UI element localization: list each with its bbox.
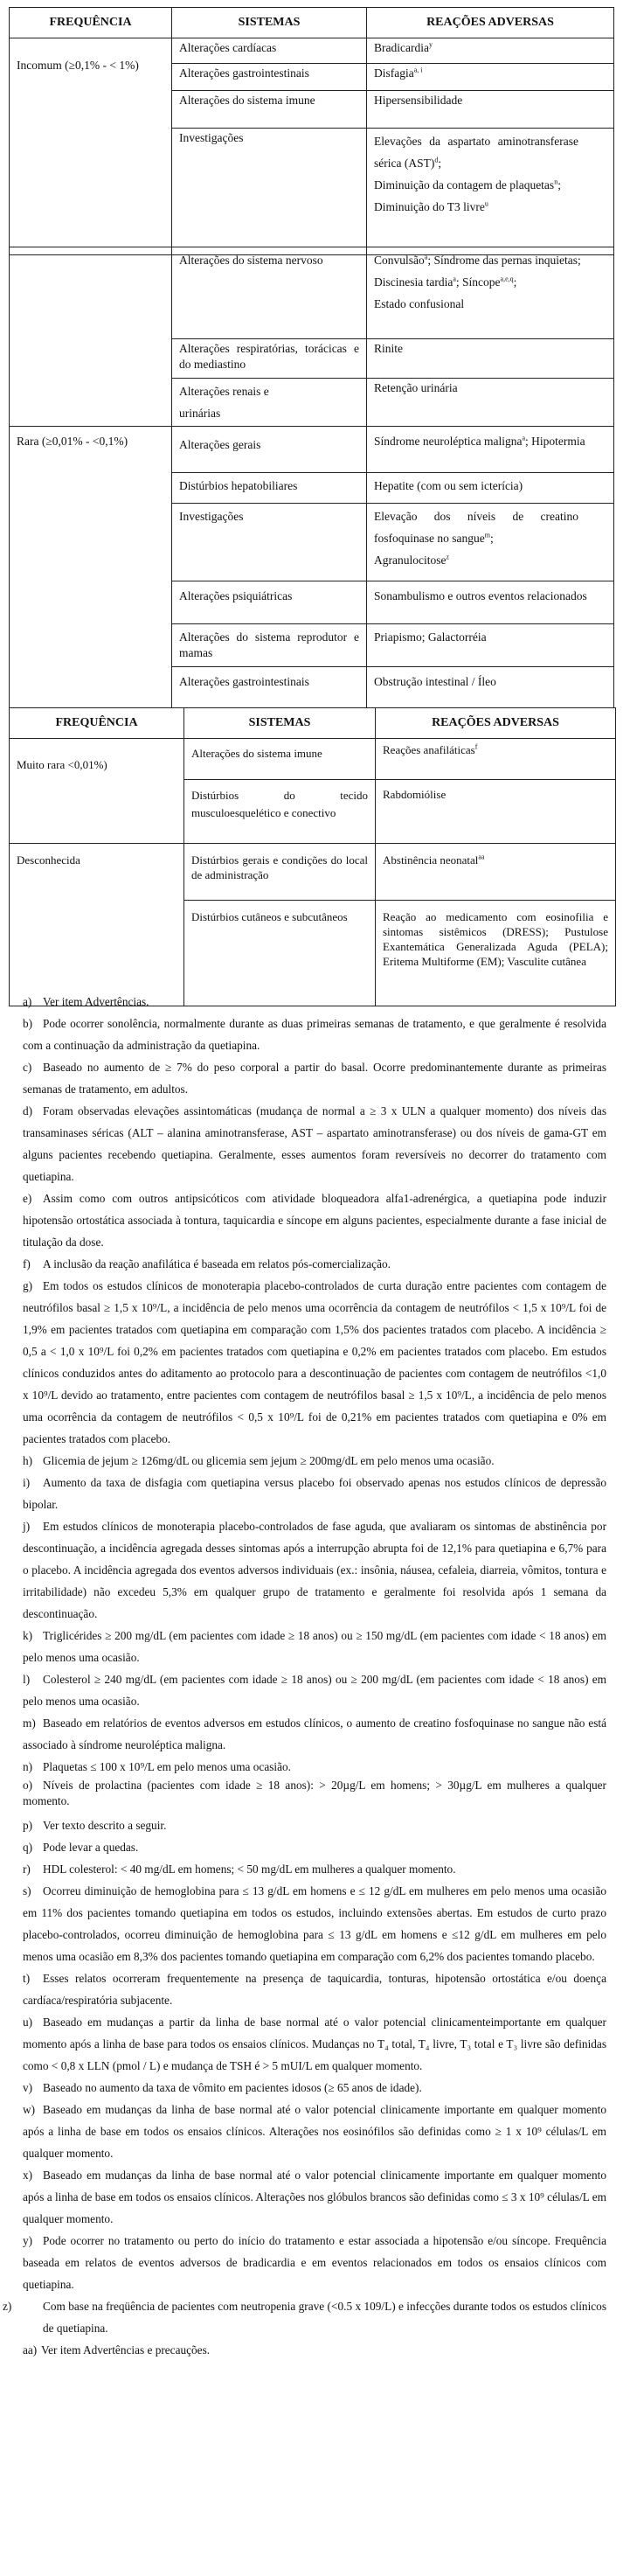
system-label: Alterações cardíacas <box>179 41 277 54</box>
footnote-text: Pode ocorrer no tratamento ou perto do início do tratamento e estar associada a hipotensão e/ou síncope. Frequência baseada em relatos de eventos adversos de bradicardia e em eventos relacionados em todos os ensaios clínicos com quetiapina. <box>23 2234 606 2291</box>
footnote-text: Pode levar a quedas. <box>43 1841 139 1854</box>
footnote-text: Baseado no aumento da taxa de vômito em pacientes idosos (≥ 65 anos de idade). <box>43 2081 422 2094</box>
footnote-text: Ver texto descrito a seguir. <box>43 1819 167 1832</box>
reaction-cell <box>367 379 614 427</box>
frequency-label: Rara (≥0,01% - <0,1%) <box>17 435 128 448</box>
system-cell <box>172 581 367 624</box>
system-label: Alterações gerais <box>179 438 261 451</box>
reaction-cell <box>367 247 614 339</box>
footnote-text: Ocorreu diminuição de hemoglobina para ≤ 13 g/dL em homens e ≤ 12 g/dL em mulheres em pelo menos uma ocasião em 11% dos pacientes tomando quetiapina em todos os estudos, incluindo extensões abertas. Em estudos de curto prazo placebo-controlados, ocorreu diminuição de hemoglobina para ≤ 13 g/dL em homens e ≤12 g/dL em mulheres em pelo menos uma ocasião em 8,3% dos pacientes tomando quetiapina em comparação com 6,2% dos pacientes tomando placebo. <box>23 1884 606 1963</box>
footnote-item <box>23 2339 606 2361</box>
footnote-label: g) <box>23 1279 33 1292</box>
reaction-cell <box>367 667 614 708</box>
footnote-ref: aa <box>478 853 485 861</box>
frequency-label: Muito rara <0,01%) <box>17 758 107 771</box>
footnote-item <box>23 1668 606 1712</box>
system-cell <box>172 247 367 339</box>
reaction-label: ; Síndrome das pernas inquietas; <box>427 254 581 267</box>
footnote-text: Baseado em mudanças da linha de base normal até o valor potencial clinicamente importante em qualquer momento após a linha de base em todos os ensaios clínicos. Alterações nos eosinófilos são definidas como ≥ 1 x 10⁹ células/L em qualquer momento. <box>23 2103 606 2160</box>
footnote-label: b) <box>23 1017 33 1030</box>
footnote-text: Pode ocorrer sonolência, normalmente durante as duas primeiras semanas de tratamento, e que geralmente é resolvida com a continuação da administração da quetiapina. <box>23 1017 606 1052</box>
reaction-label: Diminuição da contagem de plaquetas <box>374 178 555 191</box>
system-cell <box>172 427 367 473</box>
reaction-cell <box>367 129 614 255</box>
footnote-text: Ver item Advertências. <box>43 995 149 1008</box>
footnote-label: r) <box>23 1862 31 1876</box>
footnote-label: e) <box>23 1192 32 1205</box>
system-label: Distúrbios do tecido musculoesquelético e conectivo <box>191 789 368 819</box>
system-label: Alterações respiratórias, torácicas e do mediastino <box>179 342 359 371</box>
footnote-label: x) <box>23 2169 33 2182</box>
footnote-text: Baseado no aumento de ≥ 7% do peso corporal a partir do basal. Ocorre predominantemente durante as primeiras semanas de tratamento, em adultos. <box>23 1061 606 1096</box>
adverse-reactions-table-1 <box>9 7 614 255</box>
footnote-ref: a,e,q <box>500 275 514 283</box>
reaction-label: Abstinência neonatal <box>383 853 479 867</box>
footnote-text: Em todos os estudos clínicos de monoterapia placebo-controlados de curta duração entre pacientes com contagem de neutrófilos basal ≥ 1,5 x 10⁹/L, a incidência de pelo menos uma ocorrência da contagem de neutrófilos < 1,5 x 10⁹/L foi de 1,9% em pacientes tratados com quetiapina em comparação com 1,5% dos pacientes tratados com placebo. A incidência ≥ 0,5 a < 1,0 x 10⁹/L foi 0,2% em pacientes tratados com quetiapina e 0,2% em pacientes tratados com placebo. Em estudos clínicos conduzidos antes do aditamento ao protocolo para a descontinuação de pacientes com contagem de neutrófilos <1,0 x 10⁹/L devido ao tratamento, entre pacientes com contagem de neutrófilos basal ≥ 1,5 x 10⁹/L, a incidência de pelo menos uma ocorrência da contagem de neutrófilos < 0,5 x 10⁹/L foi de 0,21% em pacientes tratados com quetiapina e 0% em pacientes tratados com placebo. <box>23 1279 606 1445</box>
footnote-ref: a <box>522 434 526 442</box>
table-row <box>10 739 616 780</box>
reaction-cell <box>367 91 614 129</box>
footnote-label: z) <box>3 2300 12 2313</box>
footnote-item <box>23 1836 606 1858</box>
footnote-item <box>23 1880 606 1967</box>
footnote-label: u) <box>23 2016 33 2029</box>
system-label: Investigações <box>179 510 244 523</box>
footnote-text: Foram observadas elevações assintomáticas (mudança de normal a ≥ 3 x ULN a qualquer momento) dos níveis das transaminases séricas (ALT – alanina aminotransferase, AST – aspartato aminotransferase) ou dos níveis de gama-GT em alguns pacientes recebendo quetiapina. Geralmente, esses aumentos foram reversíveis no decorrer do tratamento com quetiapina. <box>23 1104 606 1183</box>
footnote-ref: f <box>474 742 478 751</box>
footnote-item <box>23 1858 606 1880</box>
reaction-cell <box>367 624 614 667</box>
reaction-label: Hepatite (com ou sem icterícia) <box>374 479 523 492</box>
footnote-item <box>23 1450 606 1472</box>
footnote-label: h) <box>23 1454 33 1467</box>
footnote-label: v) <box>23 2081 33 2094</box>
header-systems: SISTEMAS <box>172 8 367 38</box>
footnote-text: Glicemia de jejum ≥ 126mg/dL ou glicemia sem jejum ≥ 200mg/dL em pelo menos uma ocasião. <box>43 1454 495 1467</box>
reaction-label: Elevações da aspartato aminotransferase sérica (AST) <box>374 135 578 170</box>
system-cell <box>172 473 367 504</box>
punct: ; <box>438 157 442 170</box>
reaction-label: ; Síncope <box>455 275 501 289</box>
footnote-text: Assim como com outros antipsicóticos com atividade bloqueadora alfa1-adrenérgica, a quetiapina pode induzir hipotensão ortostática associada à tontura, taquicardia e síncope em alguns pacientes, especialmente durante a fase inicial de titulação da dose. <box>23 1192 606 1249</box>
reaction-label: Convulsão <box>374 254 425 267</box>
footnote-text: Em estudos clínicos de monoterapia placebo-controlados de fase aguda, que avaliaram os sintomas de abstinência por descontinuação, a incidência agregada desses sintomas após a interrupção abrupta foi de 12,1% para quetiapina e 6,7% para o placebo. A incidência agregada dos eventos adversos individuais (ex.: insônia, náusea, cefaleia, diarreia, vômitos, tontura e irritabilidade) não excedeu 5,3% em qualquer grupo de tratamento e geralmente foi resolvida após 1 semana da descontinuação. <box>23 1520 606 1620</box>
footnote-text: Esses relatos ocorreram frequentemente na presença de taquicardia, tonturas, hipotensão ortostática e/ou doença cardíaca/respiratória subjacente. <box>23 1972 606 2007</box>
footnote-item <box>23 1814 606 1836</box>
reaction-cell <box>367 38 614 64</box>
footnote-text: Aumento da taxa de disfagia com quetiapina versus placebo foi observado apenas nos estudos clínicos de depressão bipolar. <box>23 1476 606 1511</box>
reaction-cell <box>367 427 614 473</box>
footnote-label: i) <box>23 1476 31 1489</box>
footnote-label: l) <box>23 1673 31 1686</box>
footnote-label: n) <box>23 1760 33 1773</box>
footnote-text: Triglicérides ≥ 200 mg/dL (em pacientes com idade ≥ 18 anos) ou ≥ 150 mg/dL (em pacientes com idade < 18 anos) em pelo menos uma ocasião. <box>23 1629 606 1664</box>
footnote-label: j) <box>23 1520 31 1533</box>
footnote-text: A inclusão da reação anafilática é baseada em relatos pós-comercialização. <box>43 1257 391 1271</box>
header-systems: SISTEMAS <box>184 708 376 739</box>
punct: ; <box>489 532 494 545</box>
frequency-cell-empty <box>10 247 172 427</box>
footnote-ref: d <box>434 156 439 164</box>
reaction-cell <box>367 504 614 581</box>
footnote-text: Baseado em mudanças a partir da linha de base normal até o valor potencial clinicamenteimportante em qualquer momento após a linha de base para todos os ensaios clínicos. Mudanças no T₄ total, T₄ livre, T₃ total e T₃ livre são definidas como < 0,8 x LLN (pmol / L) e mudança de TSH é > 5 mUI/L em qualquer momento. <box>23 2016 606 2072</box>
reaction-cell <box>376 739 616 780</box>
footnote-label: f) <box>23 1257 31 1271</box>
footnote-item <box>23 1967 606 2011</box>
footnote-item <box>23 2011 606 2077</box>
footnote-item <box>23 1253 606 1275</box>
reaction-label: Elevação dos níveis de creatino fosfoquinase no sangue <box>374 510 578 545</box>
frequency-label: Incomum (≥0,1% - < 1%) <box>17 59 139 72</box>
frequency-cell <box>10 38 172 255</box>
footnote-label: t) <box>23 1972 31 1985</box>
header-adverse-reactions: REAÇÕES ADVERSAS <box>376 708 616 739</box>
header-frequency: FREQUÊNCIA <box>10 708 184 739</box>
footnote-item <box>23 2099 606 2164</box>
footnote-text: Ver item Advertências e precauções. <box>41 2343 211 2357</box>
system-label: Alterações gastrointestinais <box>179 66 309 80</box>
frequency-label: Desconhecida <box>17 853 80 867</box>
footnote-ref: m <box>484 531 490 540</box>
footnote-item <box>23 1100 606 1187</box>
footnote-item <box>23 1515 606 1625</box>
footnote-item <box>23 2164 606 2230</box>
footnote-item <box>23 1712 606 1756</box>
reaction-label: Diminuição do T3 livre <box>374 200 485 213</box>
system-label: Alterações gastrointestinais <box>179 675 309 688</box>
reaction-label: Priapismo; Galactorréia <box>374 630 487 644</box>
footnote-item <box>23 991 606 1013</box>
reaction-label: Retenção urinária <box>374 381 458 394</box>
reaction-cell <box>367 581 614 624</box>
frequency-cell <box>10 739 184 844</box>
footnote-label: d) <box>23 1104 33 1117</box>
table-header-row <box>10 8 614 38</box>
system-cell <box>172 91 367 129</box>
footnote-ref: z <box>446 553 450 561</box>
footnote-item <box>23 1013 606 1056</box>
footnote-text: Baseado em relatórios de eventos adversos em estudos clínicos, o aumento de creatino fosfoquinase no sangue não está associado à síndrome neuroléptica maligna. <box>23 1716 606 1751</box>
footnote-label: k) <box>23 1629 33 1642</box>
system-cell <box>172 64 367 91</box>
reaction-label: Agranulocitose <box>374 553 447 567</box>
footnote-item <box>23 2077 606 2099</box>
reaction-label: Bradicardia <box>374 41 429 54</box>
footnote-item <box>23 1778 606 1809</box>
reaction-cell <box>376 780 616 844</box>
footnote-item <box>3 2295 606 2339</box>
footnote-ref: a <box>453 275 456 283</box>
header-frequency: FREQUÊNCIA <box>10 8 172 38</box>
system-cell <box>172 624 367 667</box>
footnote-ref: y <box>428 40 433 49</box>
system-label: Distúrbios gerais e condições do local de administração <box>191 853 368 881</box>
reaction-cell <box>367 64 614 91</box>
system-label: Alterações renais e urinárias <box>179 385 269 420</box>
footnote-text: HDL colesterol: < 40 mg/dL em homens; < 50 mg/dL em mulheres a qualquer momento. <box>43 1862 456 1876</box>
footnote-item <box>23 1472 606 1515</box>
table-row <box>10 427 614 473</box>
reaction-label: Estado confusional <box>374 297 465 310</box>
reaction-label: Rinite <box>374 342 403 355</box>
footnote-ref: a <box>424 253 428 261</box>
reaction-cell <box>376 844 616 901</box>
footnote-label: a) <box>23 995 32 1008</box>
system-cell <box>172 667 367 708</box>
footnote-item <box>23 1187 606 1253</box>
system-cell <box>172 38 367 64</box>
reaction-label: Reações anafiláticas <box>383 743 475 756</box>
system-cell <box>184 780 376 844</box>
adverse-reactions-table-2 <box>9 707 616 1006</box>
footnote-label: s) <box>23 1884 31 1897</box>
footnotes-list <box>3 991 606 2361</box>
footnote-ref: a, i <box>413 66 423 74</box>
punct: ; <box>513 275 517 289</box>
reaction-label: Hipersensibilidade <box>374 94 463 107</box>
reaction-label: Sonambulismo e outros eventos relacionados <box>374 589 587 602</box>
system-cell <box>184 739 376 780</box>
reaction-label: ; Hipotermia <box>525 435 585 448</box>
table-row <box>10 844 616 901</box>
footnote-label: c) <box>23 1061 32 1074</box>
reaction-label: Discinesia tardia <box>374 275 453 289</box>
footnote-label: y) <box>23 2234 33 2247</box>
footnote-item <box>23 1756 606 1778</box>
footnote-text: Com base na freqüência de pacientes com neutropenia grave (<0.5 x 109/L) e infecções durante todos os estudos clínicos de quetiapina. <box>43 2300 606 2335</box>
reaction-label: Rabdomiólise <box>383 788 447 801</box>
reaction-cell <box>367 473 614 504</box>
system-label: Distúrbios hepatobiliares <box>179 479 298 492</box>
footnote-text: Colesterol ≥ 240 mg/dL (em pacientes com idade ≥ 18 anos) ou ≥ 200 mg/dL (em pacientes com idade < 18 anos) em pelo menos uma ocasião. <box>23 1673 606 1708</box>
system-label: Investigações <box>179 131 244 144</box>
footnote-ref: n <box>554 178 558 186</box>
system-cell <box>172 339 367 379</box>
footnote-item <box>23 2230 606 2295</box>
system-cell <box>172 129 367 255</box>
reaction-label: Obstrução intestinal / Íleo <box>374 675 496 688</box>
table-row <box>10 38 614 64</box>
frequency-cell <box>10 427 172 708</box>
footnote-label: w) <box>23 2103 36 2116</box>
system-label: Alterações psiquiátricas <box>179 589 293 602</box>
system-cell <box>172 504 367 581</box>
footnote-label: aa) <box>23 2343 38 2357</box>
reaction-label: Reação ao medicamento com eosinofilia e sintomas sistêmicos (DRESS); Pustulose Exantemática Generalizada Aguda (PELA); Eritema Multiforme (EM); Vasculite cutânea <box>383 910 608 968</box>
footnote-item <box>23 1625 606 1668</box>
footnote-label: m) <box>23 1716 36 1730</box>
reaction-label: Disfagia <box>374 66 414 80</box>
system-cell <box>184 844 376 901</box>
footnote-item <box>23 1056 606 1100</box>
system-label: Alterações do sistema imune <box>179 94 315 107</box>
footnote-label: q) <box>23 1841 33 1854</box>
reaction-label: Síndrome neuroléptica maligna <box>374 435 523 448</box>
footnote-label: o) <box>23 1779 33 1792</box>
reaction-cell <box>367 339 614 379</box>
table-header-row <box>10 708 616 739</box>
frequency-cell <box>10 844 184 1006</box>
table-row <box>10 247 614 339</box>
system-label: Alterações do sistema reprodutor e mamas <box>179 630 359 659</box>
system-label: Alterações do sistema imune <box>191 747 322 760</box>
footnote-text: Baseado em mudanças da linha de base normal até o valor potencial clinicamente importante em qualquer momento após a linha de base em todos os ensaios clínicos. Alterações nos glóbulos brancos são definidas como ≤ 3 x 10⁹ células/L em qualquer momento. <box>23 2169 606 2225</box>
system-label: Alterações do sistema nervoso <box>179 254 323 267</box>
footnote-label: p) <box>23 1819 33 1832</box>
adverse-reactions-table-1-continued <box>9 247 614 707</box>
footnote-ref: u <box>484 199 488 208</box>
system-cell <box>172 379 367 427</box>
footnote-text: Plaquetas ≤ 100 x 10⁹/L em pelo menos uma ocasião. <box>43 1760 291 1773</box>
system-label: Distúrbios cutâneos e subcutâneos <box>191 910 348 923</box>
footnote-item <box>23 1275 606 1450</box>
header-adverse-reactions: REAÇÕES ADVERSAS <box>367 8 614 38</box>
footnote-text: Níveis de prolactina (pacientes com idade ≥ 18 anos): > 20µg/L em homens; > 30µg/L em mulheres a qualquer momento. <box>23 1779 606 1807</box>
punct: ; <box>557 178 561 191</box>
